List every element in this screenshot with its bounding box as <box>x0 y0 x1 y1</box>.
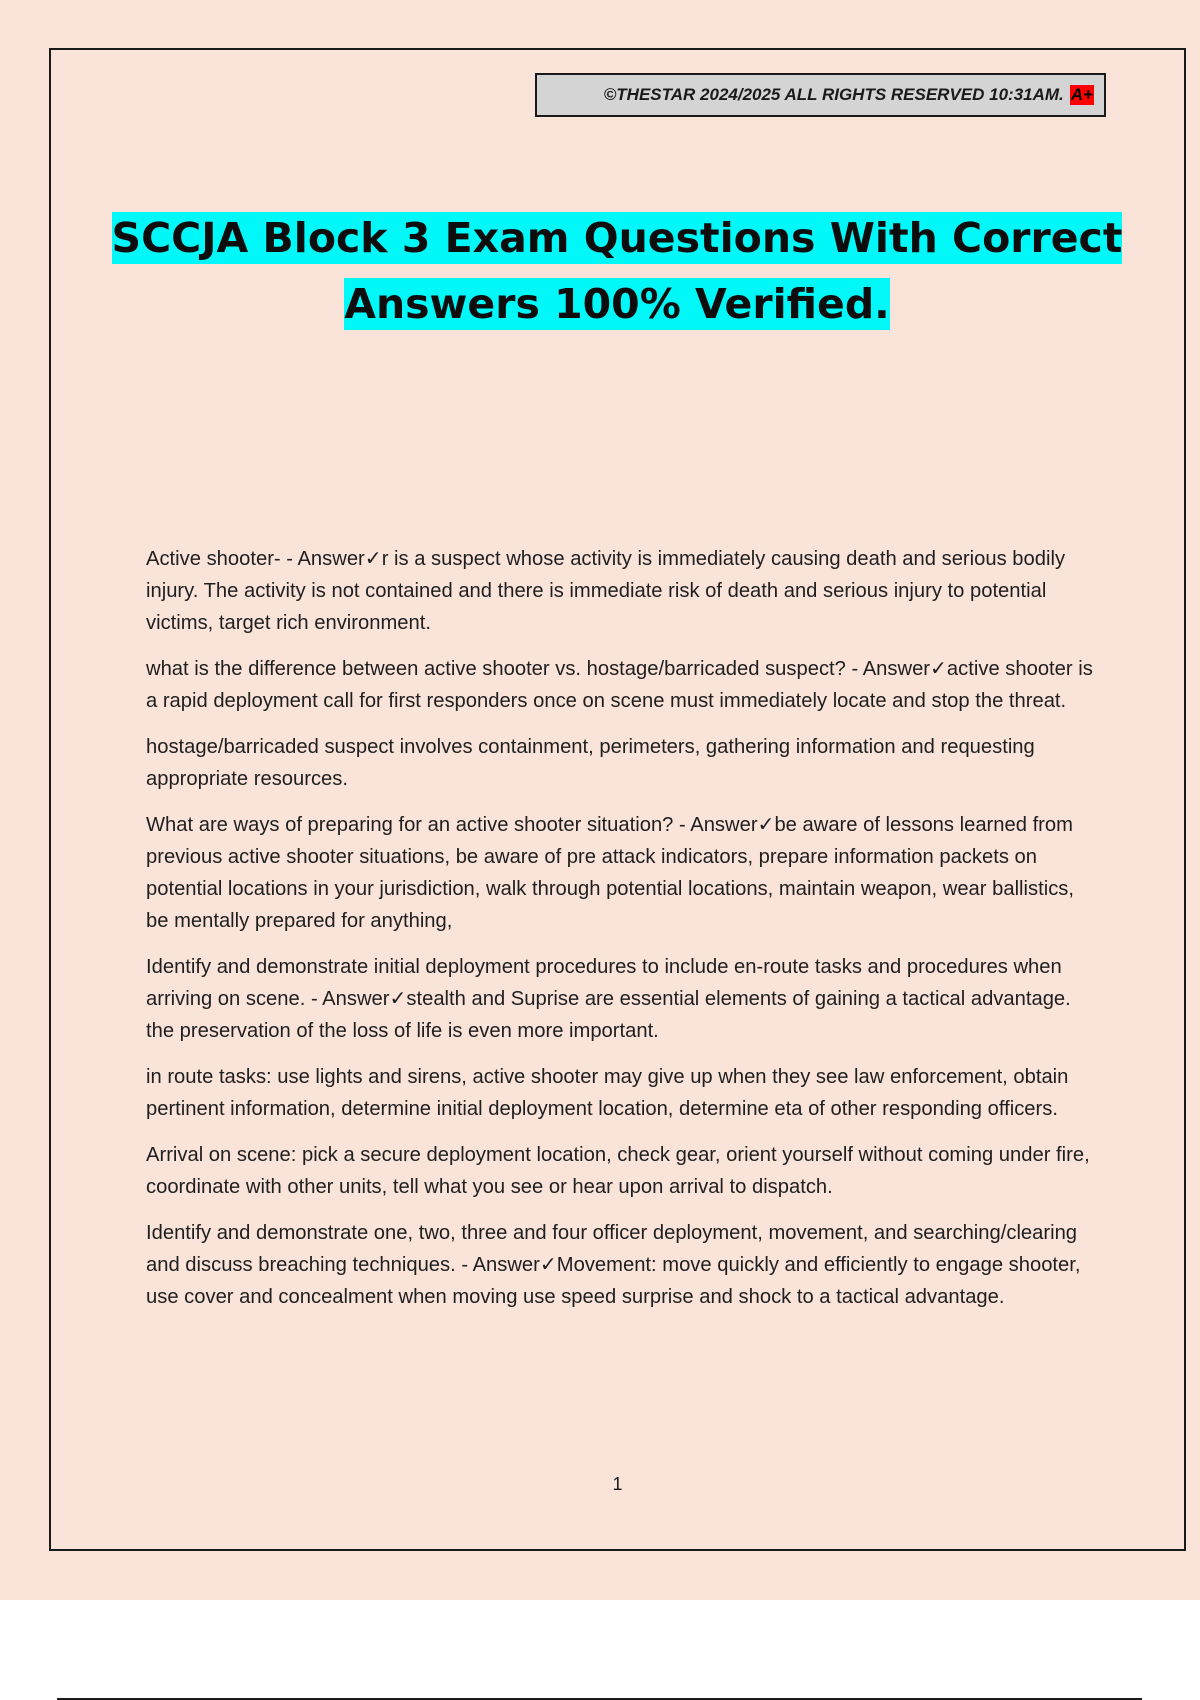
copyright-banner <box>535 73 1106 117</box>
page-number: 1 <box>612 1474 623 1494</box>
paragraph: Active shooter- - Answer✓r is a suspect whose activity is immediately causing death and serious bodily injury. The activity is not contained and there is immediate risk of death and serious injury to potential victims, target rich environment. <box>146 548 1066 634</box>
document-title <box>100 205 1134 337</box>
document-body <box>146 543 1096 1327</box>
paragraph: what is the difference between active shooter vs. hostage/barricaded suspect? - Answer✓active shooter is a rapid deployment call for first responders once on scene must immediately locate and stop the threat. <box>146 658 1093 712</box>
paragraph: What are ways of preparing for an active shooter situation? - Answer✓be aware of lessons learned from previous active shooter situations, be aware of pre attack indicators, prepare information packets on potential locations in your jurisdiction, walk through potential locations, maintain weapon, wear ballistics, be mentally prepared for anything, <box>146 814 1075 932</box>
paragraph: in route tasks: use lights and sirens, active shooter may give up when they see law enforcement, obtain pertinent information, determine initial deployment location, determine eta of other responding officers. <box>146 1066 1069 1120</box>
paragraph: Arrival on scene: pick a secure deployment location, check gear, orient yourself without coming under fire, coordinate with other units, tell what you see or hear upon arrival to dispatch. <box>146 1144 1090 1198</box>
title-line-1: SCCJA Block 3 Exam Questions With Correct <box>111 214 1123 262</box>
grade-badge: A+ <box>1070 85 1093 104</box>
paragraph: Identify and demonstrate one, two, three and four officer deployment, movement, and searching/clearing and discuss breaching techniques. - Answer✓Movement: move quickly and efficiently to engage shooter, use cover and concealment when moving use speed surprise and shock to a tactical advantage. <box>146 1222 1081 1308</box>
paragraph: Identify and demonstrate initial deployment procedures to include en-route tasks and procedures when arriving on scene. - Answer✓stealth and Suprise are essential elements of gaining a tactical advantage. the preservation of the loss of life is even more important. <box>146 956 1071 1042</box>
title-line-2: Answers 100% Verified. <box>344 280 890 328</box>
paragraph: hostage/barricaded suspect involves containment, perimeters, gathering information and requesting appropriate resources. <box>146 736 1035 790</box>
copyright-text: ©THESTAR 2024/2025 ALL RIGHTS RESERVED 10:31AM. <box>603 85 1064 104</box>
